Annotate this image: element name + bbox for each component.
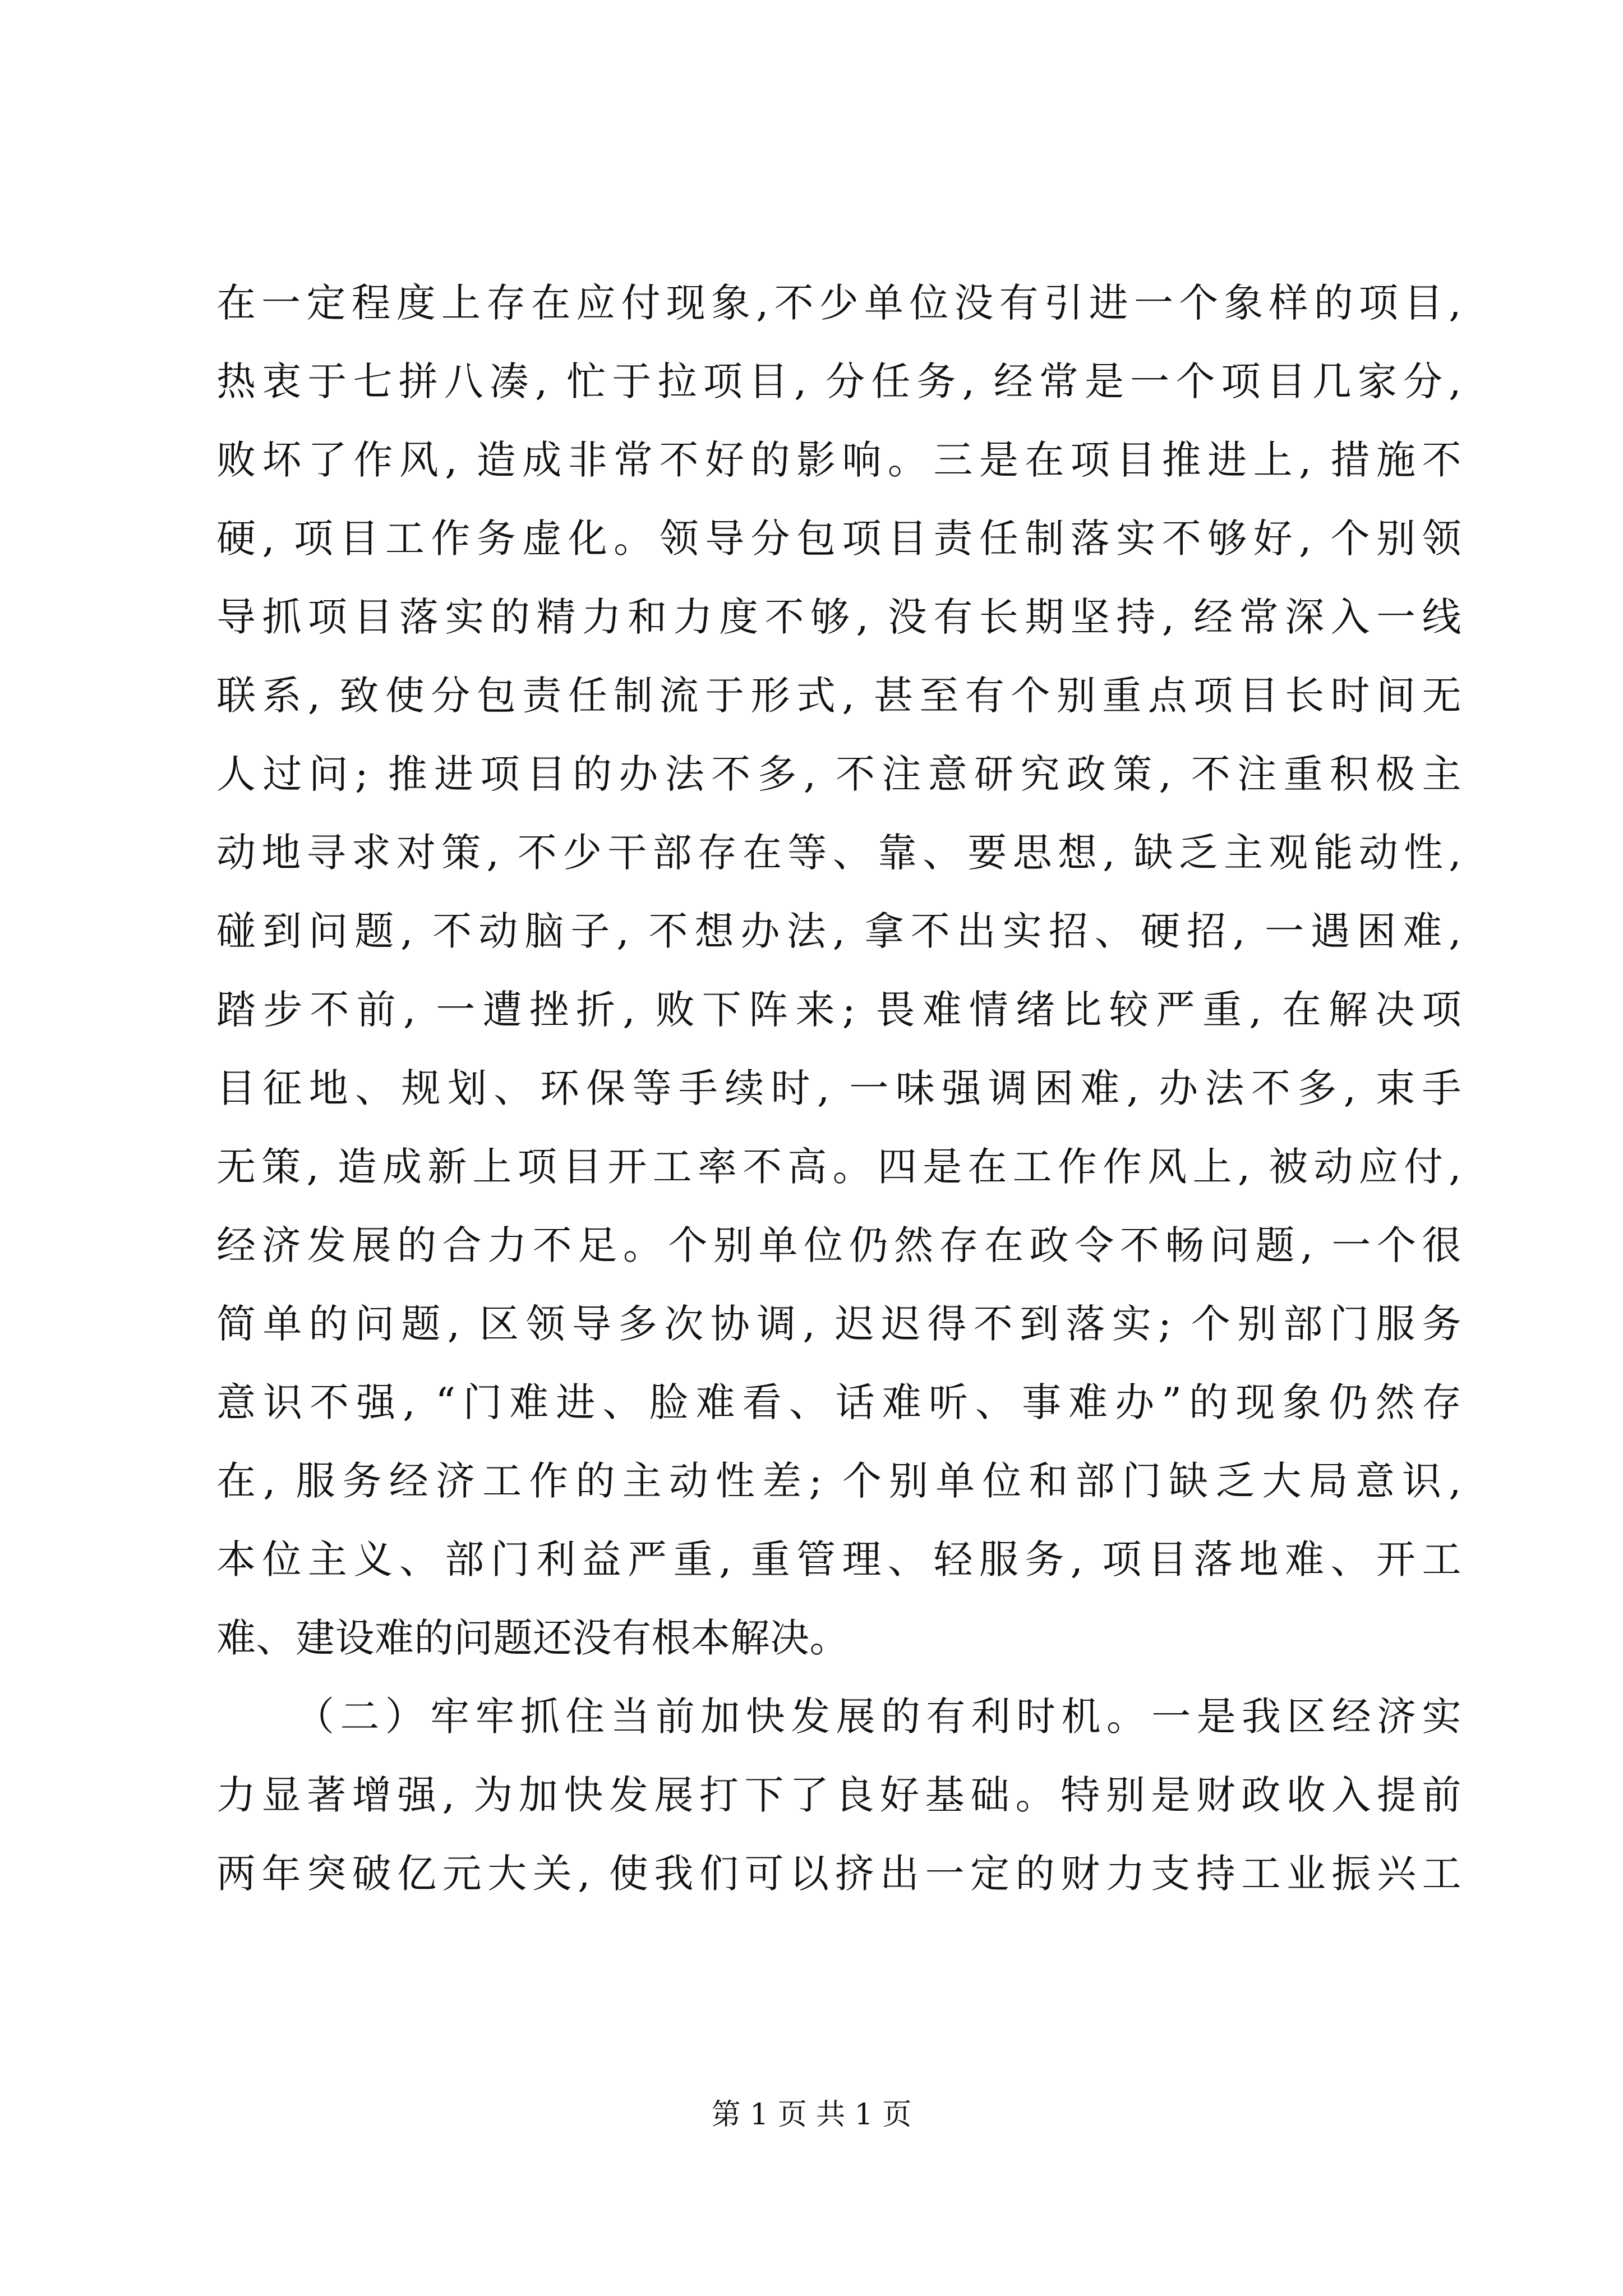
document-body bbox=[216, 264, 1461, 1913]
text-line: 难、建设难的问题还没有根本解决。 bbox=[216, 1615, 849, 1661]
text-line: 力显著增强, 为加快发展打下了良好基础。特别是财政收入提前 bbox=[216, 1772, 1461, 1818]
page-footer: 第 1 页 共 1 页 bbox=[711, 2098, 912, 2132]
text-line: 在一定程度上存在应付现象,不少单位没有引进一个象样的项目, bbox=[216, 280, 1461, 326]
text-line: 碰到问题, 不动脑子, 不想办法, 拿不出实招、硬招, 一遇困难, bbox=[216, 908, 1461, 954]
text-line: 经济发展的合力不足。个别单位仍然存在政令不畅问题, 一个很 bbox=[216, 1222, 1461, 1268]
text-line: 踏步不前, 一遭挫折, 败下阵来; 畏难情绪比较严重, 在解决项 bbox=[216, 987, 1461, 1033]
text-line: 本位主义、部门利益严重, 重管理、轻服务, 项目落地难、开工 bbox=[216, 1536, 1461, 1582]
text-line: 热衷于七拼八凑, 忙于拉项目, 分任务, 经常是一个项目几家分, bbox=[216, 358, 1461, 404]
text-line: 两年突破亿元大关, 使我们可以挤出一定的财力支持工业振兴工 bbox=[216, 1851, 1461, 1897]
text-line: 人过问; 推进项目的办法不多, 不注意研究政策, 不注重积极主 bbox=[216, 751, 1461, 797]
text-line: 硬, 项目工作务虚化。领导分包项目责任制落实不够好, 个别领 bbox=[216, 516, 1461, 562]
text-line: 联系, 致使分包责任制流于形式, 甚至有个别重点项目长时间无 bbox=[216, 673, 1461, 719]
text-line: 简单的问题, 区领导多次协调, 迟迟得不到落实; 个别部门服务 bbox=[216, 1301, 1461, 1347]
text-line: 败坏了作风, 造成非常不好的影响。三是在项目推进上, 措施不 bbox=[216, 437, 1461, 483]
section-heading-line: （二）牢牢抓住当前加快发展的有利时机。一是我区经济实 bbox=[295, 1694, 1461, 1740]
text-line: 意识不强, “门难进、脸难看、话难听、事难办”的现象仍然存 bbox=[216, 1379, 1461, 1425]
text-line: 动地寻求对策, 不少干部存在等、靠、要思想, 缺乏主观能动性, bbox=[216, 830, 1461, 876]
text-line: 无策, 造成新上项目开工率不高。四是在工作作风上, 被动应付, bbox=[216, 1144, 1461, 1190]
text-line: 目征地、规划、环保等手续时, 一味强调困难, 办法不多, 束手 bbox=[216, 1065, 1461, 1111]
text-line: 在, 服务经济工作的主动性差; 个别单位和部门缺乏大局意识, bbox=[216, 1458, 1461, 1504]
text-line: 导抓项目落实的精力和力度不够, 没有长期坚持, 经常深入一线 bbox=[216, 594, 1461, 640]
